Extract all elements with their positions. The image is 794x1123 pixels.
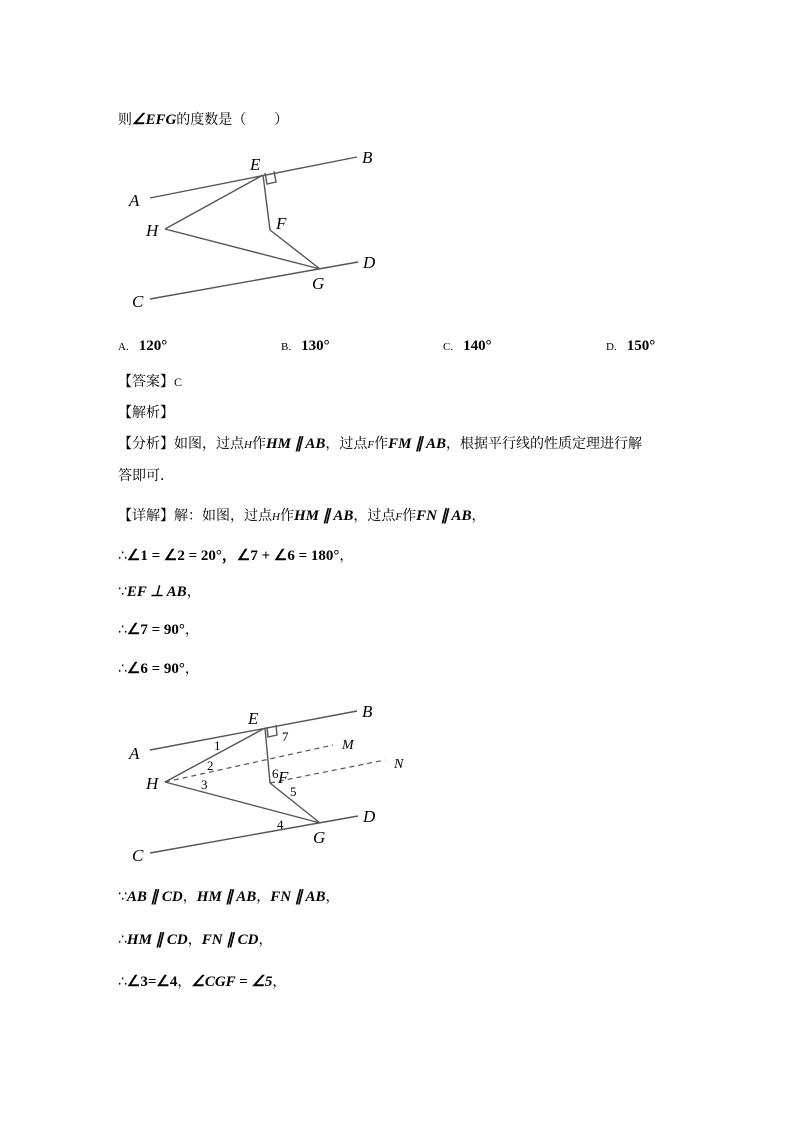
step-symbol: ∴ (118, 622, 127, 638)
question-angle: ∠EFG (132, 112, 177, 128)
label-f: F (276, 214, 287, 233)
step-line (118, 659, 199, 679)
xiangjie-text-4: 作 (402, 508, 417, 524)
step2-line (118, 930, 272, 950)
step2-end: ， (258, 932, 273, 948)
option-d-value: 150° (626, 338, 656, 354)
xiangjie-text-5: ， (471, 508, 486, 524)
fenxi-text-4: 作 (374, 436, 389, 452)
step2-symbol: ∵ (118, 889, 127, 905)
line-cd (150, 816, 358, 853)
fenxi-text-2: 作 (251, 436, 266, 452)
fenxi-line-2: 答即可． (118, 468, 174, 484)
option-c-value: 140° (463, 338, 492, 354)
angle-label-4: 4 (277, 817, 284, 832)
label-n: N (394, 757, 404, 772)
fenxi-text-1: 如图，过点 (174, 436, 244, 452)
fenxi-text-5: ，根据平行线的性质定理进行解 (445, 436, 642, 452)
question-suffix: 的度数是（ ） (176, 112, 289, 128)
step2-symbol: ∴ (118, 974, 127, 990)
step2-line (118, 972, 286, 992)
xiangjie-text-3: ，过点 (353, 508, 396, 524)
step2-math-2: HM ∥ AB (196, 889, 257, 905)
step-symbol: ∵ (118, 584, 127, 600)
question-prefix: 则 (118, 112, 132, 128)
step-end: ， (184, 661, 199, 677)
step2-math-2: FN ∥ CD (201, 932, 259, 948)
figure-2 (120, 695, 420, 870)
fenxi-text-3: ，过点 (325, 436, 368, 452)
segment-hg (165, 782, 320, 823)
label-g: G (312, 274, 325, 293)
label-b: B (362, 148, 373, 167)
analysis-heading: 【解析】 (118, 405, 174, 421)
xiangjie-point-f: F (395, 511, 403, 523)
answer-label: 【答案】 (118, 374, 174, 390)
step2-math-3: FN ∥ AB (270, 889, 326, 905)
fenxi-math-1: HM ∥ AB (265, 436, 326, 452)
xiangjie-math-2: FN ∥ AB (416, 508, 472, 524)
fenxi-label: 【分析】 (118, 436, 174, 452)
label-b: B (362, 702, 373, 721)
xiangjie-math-1: HM ∥ AB (293, 508, 354, 524)
angle-label-2: 2 (207, 758, 214, 773)
step-math: ∠1 = ∠2 = 20°，∠7 + ∠6 = 180° (126, 548, 340, 564)
label-d: D (363, 807, 376, 826)
right-angle-mark (265, 171, 276, 184)
xiangjie-text-1: 解：如图，过点 (174, 508, 272, 524)
step2-math-1: HM ∥ CD (126, 932, 188, 948)
step2-math-2: ∠CGF = ∠5 (191, 974, 273, 990)
angle-label-1: 1 (214, 738, 221, 753)
option-a-value: 120° (138, 338, 168, 354)
angle-label-6: 6 (272, 766, 279, 781)
line-cd (150, 262, 358, 299)
step-line (118, 582, 201, 602)
step2-math-1: ∠3=∠4 (126, 974, 178, 990)
fenxi-point-h: H (244, 439, 252, 451)
step2-sep: ， (256, 889, 271, 905)
option-b-value: 130° (301, 338, 330, 354)
option-a-letter: A. (118, 341, 129, 353)
option-d-letter: D. (606, 341, 617, 353)
label-a: A (129, 744, 140, 763)
step2-end: ， (272, 974, 287, 990)
label-e: E (248, 709, 259, 728)
dashed-line-hm (165, 745, 333, 782)
label-c: C (132, 846, 144, 865)
step-end: ， (184, 622, 199, 638)
step-math: ∠6 = 90° (126, 661, 185, 677)
label-f: F (278, 768, 289, 787)
fenxi-line-1 (118, 434, 642, 455)
step2-end: ， (325, 889, 340, 905)
segment-eh (165, 728, 265, 782)
step2-symbol: ∴ (118, 932, 127, 948)
answer-value: C (174, 375, 183, 389)
step2-math-1: AB ∥ CD (126, 889, 183, 905)
step-symbol: ∴ (118, 661, 127, 677)
label-d: D (363, 253, 376, 272)
step2-line (118, 887, 340, 907)
step-end: ， (339, 548, 354, 564)
option-d[interactable] (606, 338, 655, 355)
option-b-letter: B. (281, 341, 292, 353)
step2-sep: ， (177, 974, 192, 990)
label-g: G (313, 828, 326, 847)
figure-1 (120, 140, 390, 315)
angle-label-7: 7 (282, 729, 289, 744)
step-end: ， (186, 584, 201, 600)
option-c[interactable] (443, 338, 492, 355)
option-b[interactable] (281, 338, 330, 355)
label-c: C (132, 292, 144, 311)
segment-hg (165, 229, 320, 269)
xiangjie-line (118, 506, 485, 527)
step-math: EF ⊥ AB (126, 584, 187, 600)
angle-label-3: 3 (201, 777, 208, 792)
label-h: H (146, 221, 159, 240)
option-a[interactable] (118, 338, 167, 355)
label-a: A (129, 191, 140, 210)
answer-line (118, 372, 182, 392)
step-line (118, 546, 353, 566)
fenxi-point-f: F (367, 439, 375, 451)
angle-label-5: 5 (290, 784, 297, 799)
step-symbol: ∴ (118, 548, 127, 564)
xiangjie-point-h: H (272, 511, 280, 523)
fenxi-math-2: FM ∥ AB (388, 436, 446, 452)
step2-sep: ， (187, 932, 202, 948)
step-line (118, 620, 199, 640)
segment-eh (165, 175, 263, 229)
option-c-letter: C. (443, 341, 454, 353)
label-e: E (250, 155, 261, 174)
xiangjie-text-2: 作 (279, 508, 294, 524)
label-h: H (146, 774, 159, 793)
step-math: ∠7 = 90° (126, 622, 185, 638)
step2-sep: ， (182, 889, 197, 905)
label-m: M (342, 738, 354, 753)
question-line (118, 110, 288, 130)
xiangjie-label: 【详解】 (118, 508, 174, 524)
